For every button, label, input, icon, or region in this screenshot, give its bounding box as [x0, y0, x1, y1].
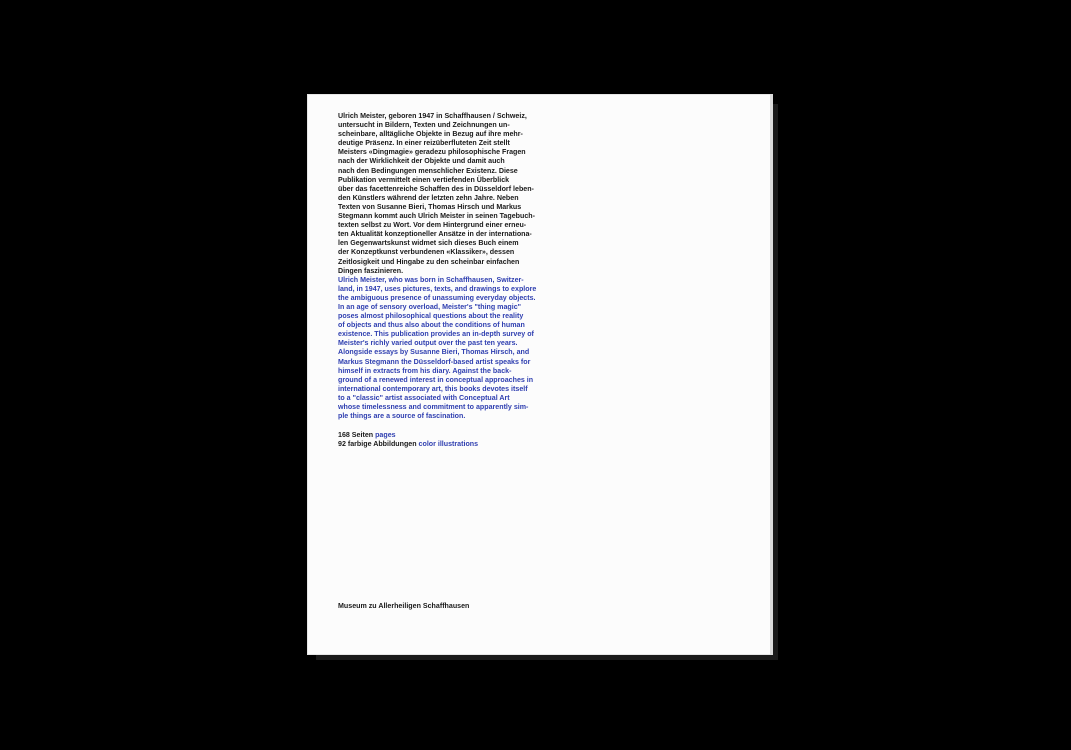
- english-line: ground of a renewed interest in conceptual approaches in: [338, 375, 534, 384]
- page-count-de: 168 Seiten: [338, 431, 374, 439]
- english-line: Alongside essays by Susanne Bieri, Thomas Hirsch, and: [338, 348, 530, 357]
- english-line: whose timelessness and commitment to apparently sim-: [338, 403, 529, 411]
- english-line: himself in extracts from his diary. Against the back-: [338, 366, 512, 375]
- german-line: Meisters «Dingmagie» geradezu philosophische Fragen: [338, 148, 526, 157]
- english-line: to a "classic" artist associated with Conceptual Art: [338, 393, 510, 402]
- german-line: Stegmann kommt auch Ulrich Meister in seinen Tagebuch-: [338, 212, 535, 221]
- english-line: Meister's richly varied output over the past ten years.: [338, 339, 518, 348]
- page-count-en: pages: [375, 431, 396, 439]
- english-line: land, in 1947, uses pictures, texts, and drawings to explore: [338, 284, 537, 293]
- english-line: Markus Stegmann the Düsseldorf-based artist speaks for: [338, 357, 531, 366]
- german-line: der Konzeptkunst verbundenen «Klassiker», dessen: [338, 248, 515, 257]
- german-line: den Künstlers während der letzten zehn Jahre. Neben: [338, 193, 519, 202]
- english-line: poses almost philosophical questions about the reality: [338, 312, 524, 321]
- blurb-text: [338, 112, 538, 421]
- german-line: Zeitlosigkeit und Hingabe zu den scheinbar einfachen: [338, 257, 520, 266]
- german-line: deutige Präsenz. In einer reizüberfluteten Zeit stellt: [338, 139, 510, 148]
- german-blurb: [338, 112, 538, 276]
- german-line: Publikation vermittelt einen vertiefenden Überblick: [338, 175, 510, 184]
- german-line: untersucht in Bildern, Texten und Zeichnungen un-: [338, 121, 510, 130]
- book-facts: [338, 431, 478, 449]
- illustration-count-en: color illustrations: [418, 440, 479, 449]
- illustration-count: [338, 440, 478, 449]
- german-line: über das facettenreiche Schaffen des in Düsseldorf leben-: [338, 184, 534, 193]
- english-line: international contemporary art, this books devotes itself: [338, 384, 528, 393]
- german-line: Texten von Susanne Bieri, Thomas Hirsch und Markus: [338, 202, 522, 211]
- page-count: [338, 431, 478, 440]
- book-back-cover: [307, 94, 773, 655]
- cover-edge: [770, 94, 773, 655]
- german-line: len Gegenwartskunst widmet sich dieses Buch einem: [338, 239, 519, 248]
- english-line: existence. This publication provides an in-depth survey of: [338, 330, 534, 339]
- german-line: ten Aktualität konzeptioneller Ansätze in der internationa-: [338, 230, 532, 239]
- german-line: nach der Wirklichkeit der Objekte und damit auch: [338, 157, 505, 166]
- english-line: the ambiguous presence of unassuming everyday objects.: [338, 293, 536, 302]
- german-line: scheinbare, alltägliche Objekte in Bezug auf ihre mehr-: [338, 130, 523, 139]
- english-line: In an age of sensory overload, Meister's "thing magic": [338, 302, 522, 311]
- english-line: Ulrich Meister, who was born in Schaffhausen, Switzer-: [338, 275, 524, 284]
- english-blurb: [338, 276, 538, 422]
- publisher-name: Museum zu Allerheiligen Schaffhausen: [338, 602, 470, 610]
- english-line: ple things are a source of fascination.: [338, 412, 466, 421]
- german-line: texten selbst zu Wort. Vor dem Hintergrund einer erneu-: [338, 221, 527, 230]
- german-line: nach den Bedingungen menschlicher Existenz. Diese: [338, 166, 518, 175]
- german-line: Ulrich Meister, geboren 1947 in Schaffhausen / Schweiz,: [338, 112, 527, 120]
- english-line: of objects and thus also about the conditions of human: [338, 321, 525, 330]
- german-line: Dingen faszinieren.: [338, 266, 404, 275]
- illustration-count-de: 92 farbige Abbildungen: [338, 440, 417, 449]
